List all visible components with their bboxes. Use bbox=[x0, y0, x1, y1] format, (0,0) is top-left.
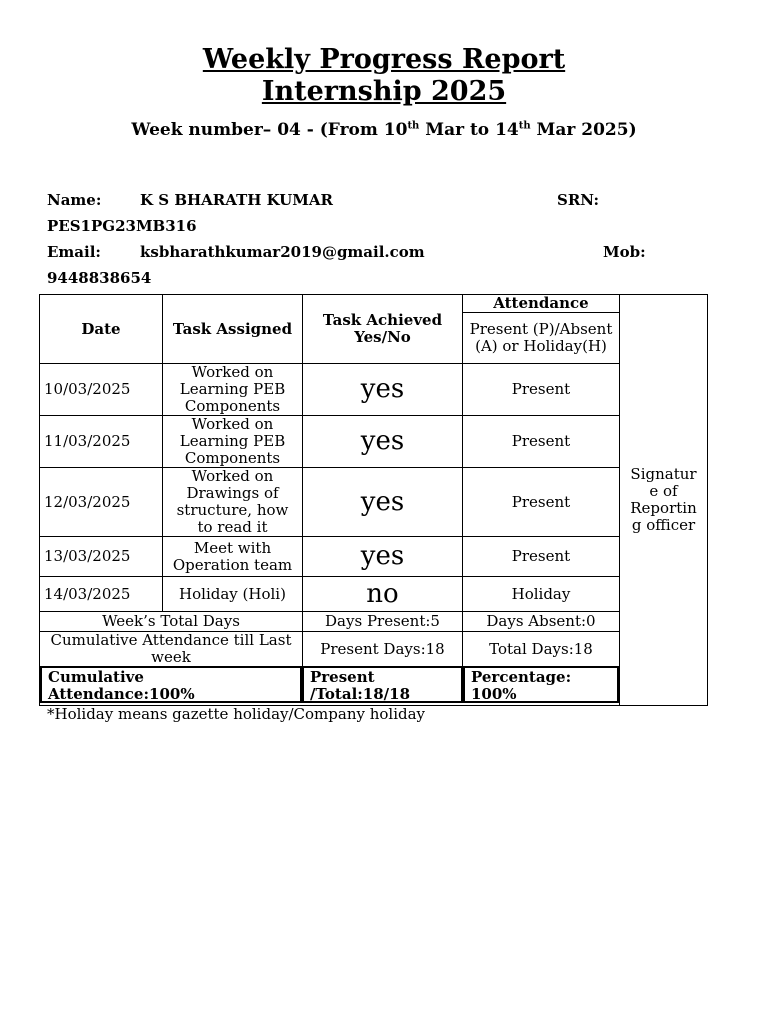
row-date: 13/03/2025 bbox=[40, 537, 163, 577]
row-attendance: Present bbox=[463, 537, 620, 577]
row-achieved: yes bbox=[303, 537, 463, 577]
signature-cell: Signatur e of Reportin g officer bbox=[620, 295, 708, 706]
row-task: Holiday (Holi) bbox=[163, 577, 303, 612]
week-prefix: Week number– 04 - (From 10 bbox=[131, 120, 408, 140]
row-achieved: no bbox=[303, 577, 463, 612]
summary-percentage: Percentage: 100% bbox=[463, 666, 619, 703]
cumulative-label: Cumulative Attendance till Last week bbox=[40, 632, 303, 667]
header-attendance-sub: Present (P)/Absent (A) or Holiday(H) bbox=[463, 313, 620, 364]
row-attendance: Holiday bbox=[463, 577, 620, 612]
row-date: 12/03/2025 bbox=[40, 468, 163, 537]
days-present: Days Present:5 bbox=[303, 612, 463, 632]
report-title: Weekly Progress Report bbox=[202, 44, 566, 75]
srn-value: PES1PG23MB316 bbox=[47, 217, 197, 235]
header-attendance: Attendance bbox=[463, 295, 620, 313]
week-total-label: Week’s Total Days bbox=[40, 612, 303, 632]
name-value: K S BHARATH KUMAR bbox=[140, 191, 333, 209]
header-task-assigned: Task Assigned bbox=[163, 295, 303, 364]
row-achieved: yes bbox=[303, 468, 463, 537]
row-task: Worked on Learning PEB Components bbox=[163, 416, 303, 468]
mob-value: 9448838654 bbox=[47, 269, 152, 287]
week-mid: Mar to 14 bbox=[419, 120, 519, 140]
row-attendance: Present bbox=[463, 416, 620, 468]
row-date: 10/03/2025 bbox=[40, 364, 163, 416]
days-absent: Days Absent:0 bbox=[463, 612, 620, 632]
attendance-table bbox=[39, 294, 708, 706]
header-task-achieved: Task Achieved Yes/No bbox=[303, 295, 463, 364]
table-row bbox=[40, 537, 708, 577]
email-value: ksbharathkumar2019@gmail.com bbox=[140, 243, 425, 261]
row-attendance: Present bbox=[463, 364, 620, 416]
row-achieved: yes bbox=[303, 416, 463, 468]
row-date: 11/03/2025 bbox=[40, 416, 163, 468]
email-label: Email: bbox=[47, 243, 101, 261]
week-number bbox=[0, 120, 768, 140]
row-task: Meet with Operation team bbox=[163, 537, 303, 577]
week-sup-1: th bbox=[407, 120, 420, 132]
header-date: Date bbox=[40, 295, 163, 364]
row-task: Worked on Drawings of structure, how to read it bbox=[163, 468, 303, 537]
row-achieved: yes bbox=[303, 364, 463, 416]
week-sup-2: th bbox=[518, 120, 531, 132]
summary-cumulative: Cumulative Attendance:100% bbox=[40, 666, 302, 703]
table-row bbox=[40, 416, 708, 468]
present-days: Present Days:18 bbox=[303, 632, 463, 667]
footnote: *Holiday means gazette holiday/Company holiday bbox=[47, 705, 426, 723]
table-row bbox=[40, 577, 708, 612]
total-days: Total Days:18 bbox=[463, 632, 620, 667]
week-suffix: Mar 2025) bbox=[530, 120, 637, 140]
row-task: Worked on Learning PEB Components bbox=[163, 364, 303, 416]
row-date: 14/03/2025 bbox=[40, 577, 163, 612]
srn-label: SRN: bbox=[557, 191, 600, 209]
summary-present-total: Present /Total:18/18 bbox=[302, 666, 463, 703]
row-attendance: Present bbox=[463, 468, 620, 537]
report-subtitle: Internship 2025 bbox=[261, 76, 507, 107]
table-row bbox=[40, 468, 708, 537]
name-label: Name: bbox=[47, 191, 102, 209]
mob-label: Mob: bbox=[603, 243, 646, 261]
table-row bbox=[40, 364, 708, 416]
